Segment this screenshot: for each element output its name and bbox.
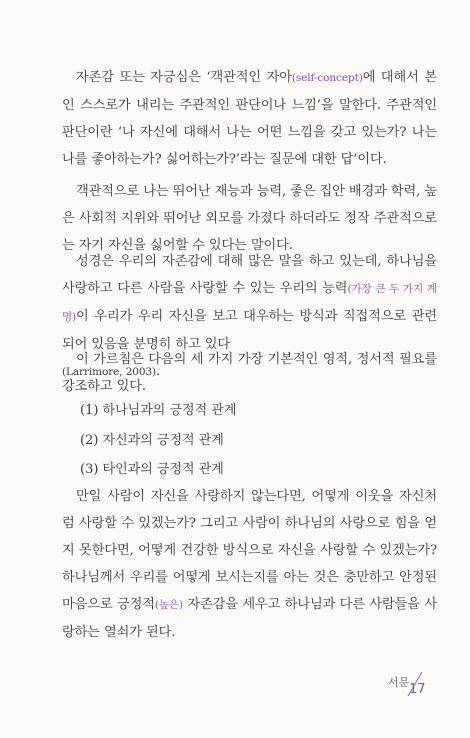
p3-citation: (Larrimore, 2003) [62, 366, 157, 378]
paragraph-5 [62, 483, 437, 646]
paragraph-4 [62, 346, 437, 400]
p2-text: 객관적으로 나는 뛰어난 재능과 능력, 좋은 집안 배경과 학력, 높은 사회적 지위와 뛰어난 외모를 가졌다 하더라도 정작 주관적으로는 자기 자신을 싫어할 수 있다는 말이다. [62, 184, 437, 253]
p3-period: . [156, 364, 161, 379]
p1-text-b: 에 대해서 본인 스스로가 내리는 주관적인 판단이나 느낌’을 말한다. 주관적인 판단이란 ‘나 자신에 대해서 나는 어떤 느낌을 갖고 있는가? 나는 나를 좋아하는가? 싫어하는가?’라는 질문에 대한 답’이다. [62, 70, 437, 167]
list-item-3: (3) 타인과의 긍정적 관계 [80, 462, 224, 477]
paragraph-1 [62, 64, 437, 173]
p5-high-note: (높은) [154, 599, 183, 611]
p4-text: 이 가르침은 다음의 세 가지 가장 기본적인 영적, 정서적 필요를 강조하고 있다. [62, 352, 437, 394]
p3-text-b: 이 우리가 우리 자신을 보고 대우하는 방식과 직접적으로 관련되어 있음을 분명히 하고 있다 [62, 309, 437, 352]
page-footer [388, 670, 438, 710]
list-item-1: (1) 하나님과의 긍정적 관계 [80, 403, 237, 418]
p3-commandments-note: (가장 큰 두 가지 계명) [62, 283, 437, 323]
p5-text-a: 만일 사람이 자신을 사랑하지 않는다면, 어떻게 이웃을 자신처럼 사랑할 수 있겠는가? 그리고 사람이 하나님의 사랑으로 힘을 얻지 못한다면, 어떻게 건강한 방식으로 자신을 사랑할 수 있겠는가? 하나님께서 우리를 어떻게 보시는지를 아는 것은 충만하고 안정된 마음으로 긍정적 [62, 489, 437, 612]
p3-text-a: 성경은 우리의 자존감에 대해 많은 말을 하고 있는데, 하나님을 사랑하고 다른 사람을 사랑할 수 있는 우리의 능력 [62, 254, 437, 296]
footer-section-label: 서문 [388, 676, 410, 689]
page-number: 17 [409, 682, 426, 697]
p1-text-a: 자존감 또는 자긍심은 ‘객관적인 자아 [76, 70, 292, 85]
list-item-2: (2) 자신과의 긍정적 관계 [80, 433, 224, 448]
paragraph-2 [62, 178, 437, 259]
p5-text-b: 자존감을 세우고 하나님과 다른 사람들을 사랑하는 열쇠가 된다. [62, 597, 437, 640]
p1-self-concept: (self-concept) [291, 72, 363, 84]
